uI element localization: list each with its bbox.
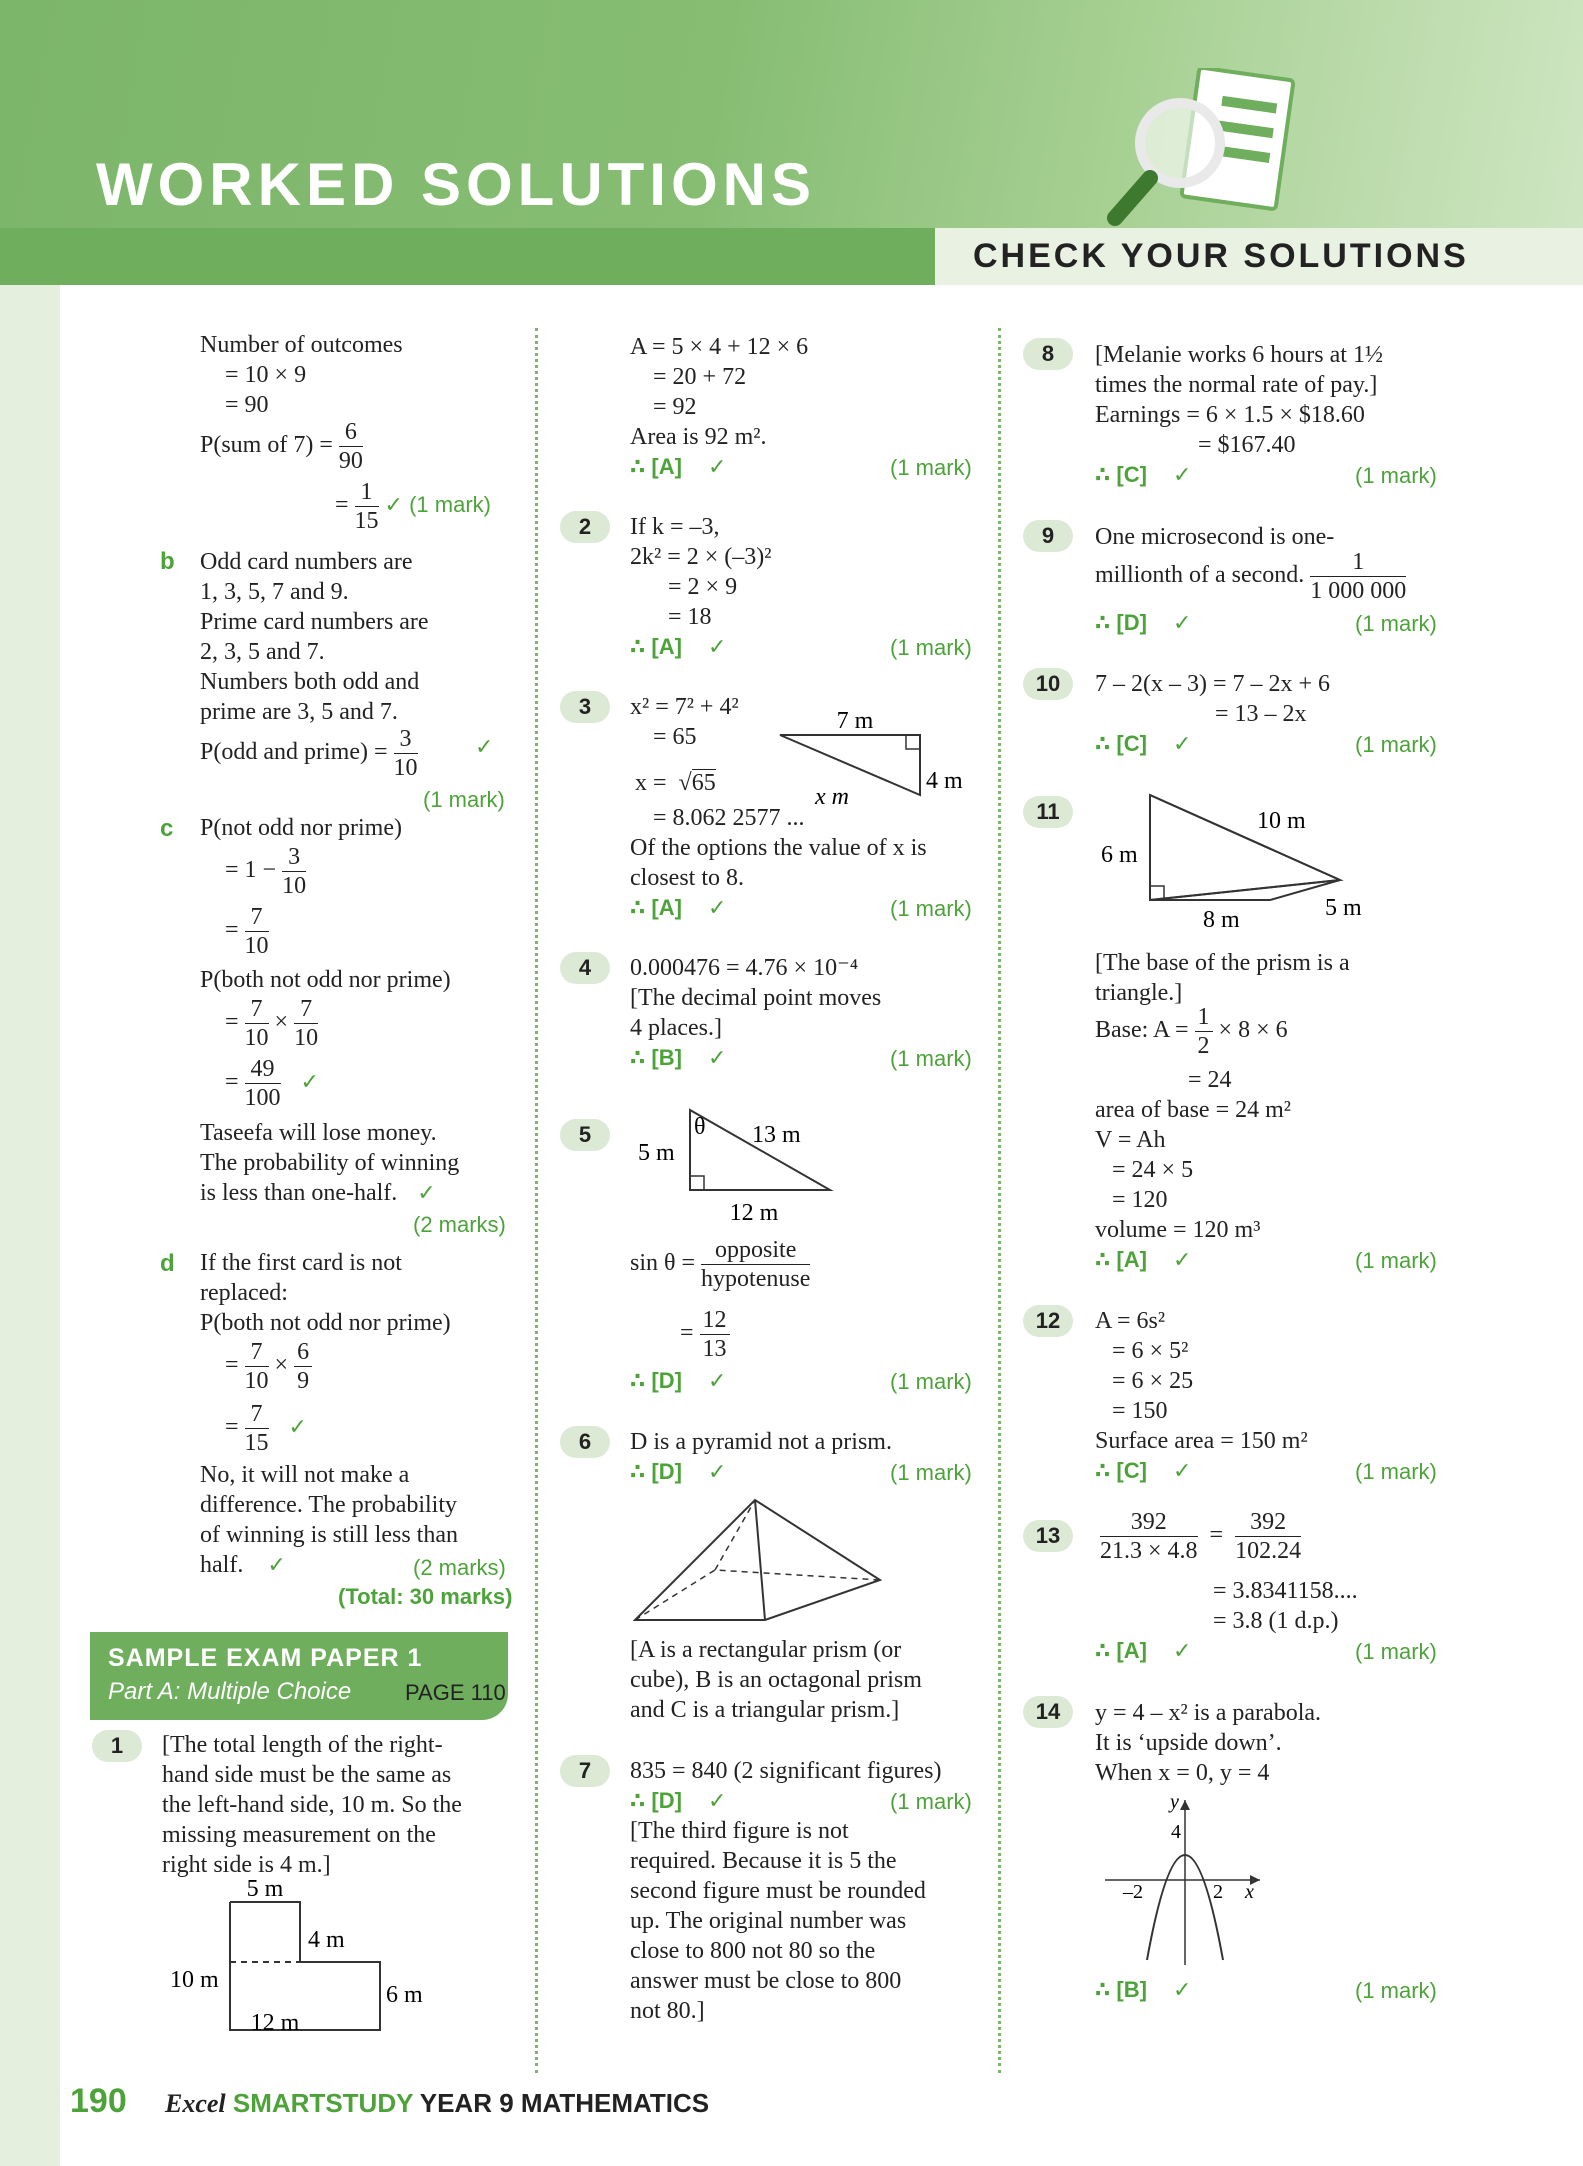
text-line: missing measurement on the [162, 1822, 436, 1848]
question-number: 12 [1023, 1305, 1073, 1337]
denominator: 15 [244, 1430, 269, 1456]
text-line: hand side must be the same as [162, 1762, 452, 1788]
text-line: = 18 [668, 604, 712, 630]
label-inner: 4 m [308, 1927, 345, 1953]
math-line [1095, 548, 1406, 605]
question-number: 11 [1023, 796, 1073, 828]
answer: ∴ [B] [630, 1045, 682, 1070]
text-line: = 120 [1112, 1187, 1168, 1213]
tick-icon: ✓ [1172, 731, 1192, 756]
text: = [225, 1069, 239, 1096]
text: = [335, 492, 349, 519]
mark: (1 mark) [1355, 1459, 1437, 1484]
text-line: Surface area = 150 m² [1095, 1428, 1308, 1454]
text-line: triangle.] [1095, 980, 1183, 1006]
times: × [274, 1352, 289, 1379]
math-line [225, 1400, 307, 1457]
text-line: 2k² = 2 × (–3)² [630, 544, 772, 570]
text: = [225, 917, 239, 944]
text-line: not 80.] [630, 1998, 705, 2024]
fraction [1310, 548, 1406, 605]
denominator: 90 [338, 448, 363, 474]
answer-line [630, 1366, 726, 1396]
answer-line [1095, 1975, 1191, 2005]
exam-page-ref: PAGE 110 [405, 1680, 506, 1705]
numerator: 49 [245, 1055, 281, 1084]
mark: (1 mark) [1355, 732, 1437, 757]
times: × [274, 1009, 289, 1036]
numerator: 7 [245, 1338, 269, 1367]
text-line: required. Because it is 5 the [630, 1848, 897, 1874]
mark: (1 mark) [890, 635, 972, 660]
answer-line [630, 452, 726, 482]
text-line: 0.000476 = 4.76 × 10⁻⁴ [630, 955, 859, 981]
answer-line [1095, 1636, 1191, 1666]
text-line: up. The original number was [630, 1908, 907, 1934]
denominator: 9 [297, 1368, 310, 1394]
answer: ∴ [D] [630, 1459, 682, 1484]
label-top: 7 m [836, 708, 874, 734]
denominator: 13 [702, 1336, 727, 1362]
numerator: 7 [245, 903, 269, 932]
text-line: = 20 + 72 [653, 364, 747, 390]
label-hyp: x m [815, 784, 849, 810]
text-line: A = 6s² [1095, 1308, 1166, 1334]
text: sin θ = [630, 1250, 696, 1277]
numerator: 7 [294, 995, 318, 1024]
fraction [355, 478, 379, 535]
numerator: 392 [1100, 1508, 1198, 1537]
text-line: Prime card numbers are [200, 609, 429, 635]
label-left: 10 m [170, 1967, 219, 1993]
text-line: = $167.40 [1198, 432, 1296, 458]
label-right: 6 m [386, 1982, 423, 2008]
tick-icon: ✓ [267, 1552, 286, 1577]
text: × 8 × 6 [1218, 1017, 1288, 1044]
text-line: [Melanie works 6 hours at 1½ [1095, 342, 1383, 368]
math-line [225, 843, 306, 900]
text-line: and C is a triangular prism.] [630, 1697, 900, 1723]
question-number: 9 [1023, 520, 1073, 552]
numerator: 12 [700, 1306, 730, 1335]
text-line: When x = 0, y = 4 [1095, 1760, 1270, 1786]
q3-triangle-diagram [770, 700, 970, 820]
tick-icon: ✓ [707, 454, 727, 479]
part-label: c [160, 815, 174, 842]
text-line: [The decimal point moves [630, 985, 882, 1011]
text-line: Area is 92 m². [630, 424, 767, 450]
numerator: 3 [394, 725, 418, 754]
label-top: 10 m [1257, 808, 1306, 834]
fraction [245, 903, 269, 960]
fraction [339, 418, 363, 475]
text-line: right side is 4 m.] [162, 1852, 331, 1878]
tick-icon: ✓ [707, 1459, 727, 1484]
text-line: = 6 × 25 [1112, 1368, 1194, 1394]
fraction [245, 1400, 269, 1457]
part-label: b [160, 548, 175, 575]
tick-icon: ✓ [1172, 1247, 1192, 1272]
answer-line [630, 893, 726, 923]
tick-icon: ✓ [1172, 1977, 1192, 2002]
text: = 1 − [225, 857, 277, 884]
tick-icon: ✓ [707, 634, 727, 659]
numerator: 1 [1310, 548, 1406, 577]
book-subject: YEAR 9 MATHEMATICS [419, 2088, 710, 2118]
text-line: 1, 3, 5, 7 and 9. [200, 579, 349, 605]
q11-prism-diagram [1095, 790, 1395, 940]
exam-section-header [90, 1632, 508, 1720]
mark: (1 mark) [1355, 611, 1437, 636]
tick-icon: ✓ [1172, 610, 1192, 635]
text-line: = 92 [653, 394, 697, 420]
label-bottom: 8 m [1203, 907, 1240, 933]
fraction [394, 725, 418, 782]
tick-icon: ✓ [1172, 1458, 1192, 1483]
text-line: [A is a rectangular prism (or [630, 1637, 902, 1663]
answer: ∴ [A] [1095, 1638, 1147, 1663]
fraction [1100, 1508, 1198, 1565]
mark: (1 mark) [890, 1789, 972, 1814]
answer: ∴ [A] [1095, 1247, 1147, 1272]
mark: (2 marks) [413, 1555, 506, 1580]
question-number: 13 [1023, 1520, 1073, 1552]
text-line: answer must be close to 800 [630, 1968, 902, 1994]
denominator: 102.24 [1235, 1538, 1302, 1564]
probability-line [200, 725, 418, 782]
fraction [700, 1306, 730, 1363]
text-line: [The third figure is not [630, 1818, 849, 1844]
answer-line [1095, 1456, 1191, 1486]
text-line: = 13 – 2x [1215, 701, 1307, 727]
answer-line [1095, 729, 1191, 759]
label-hyp: 13 m [752, 1122, 801, 1148]
text-line: A = 5 × 4 + 12 × 6 [630, 334, 809, 360]
answer: ∴ [A] [630, 634, 682, 659]
text-line: volume = 120 m³ [1095, 1217, 1261, 1243]
label-top: 5 m [246, 1880, 284, 1902]
denominator: 15 [354, 508, 379, 534]
fraction [701, 1236, 810, 1293]
fraction [245, 1338, 269, 1395]
math-line [635, 768, 716, 798]
denominator: 21.3 × 4.8 [1100, 1538, 1198, 1564]
text-line: [The total length of the right- [162, 1732, 443, 1758]
q6-pyramid-diagram [625, 1490, 895, 1630]
text-line: P(not odd nor prime) [200, 815, 402, 841]
question-number: 14 [1023, 1696, 1073, 1728]
answer-line [1095, 608, 1191, 638]
text-line: = 10 × 9 [225, 362, 307, 388]
brand-smartstudy: SMARTSTUDY [232, 2088, 413, 2118]
left-margin-strip [0, 285, 60, 2166]
text: millionth of a second. [1095, 562, 1305, 589]
q5-triangle-diagram [630, 1100, 850, 1230]
text-line: = 24 [1188, 1067, 1232, 1093]
page-title: WORKED SOLUTIONS [96, 151, 816, 218]
answer-line [1095, 1245, 1191, 1275]
denominator: hypotenuse [701, 1266, 811, 1292]
probability-line [200, 418, 363, 475]
answer-line [630, 1043, 726, 1073]
check-solutions-banner: CHECK YOUR SOLUTIONS [935, 228, 1583, 285]
label-left: 5 m [638, 1140, 675, 1166]
answer-line [630, 632, 726, 662]
q1-shape-diagram [160, 1880, 440, 2040]
brand-excel: Excel [165, 2089, 226, 2118]
tick-icon: ✓ [1172, 462, 1192, 487]
probability-line [335, 478, 491, 535]
numerator: 6 [339, 418, 363, 447]
label-right: 4 m [926, 768, 963, 794]
text-line: Number of outcomes [200, 332, 403, 358]
text-line: D is a pyramid not a prism. [630, 1429, 892, 1455]
label-left: 6 m [1101, 842, 1138, 868]
answer-line [630, 1457, 726, 1487]
text-line: = 24 × 5 [1112, 1157, 1194, 1183]
denominator: 10 [244, 1368, 269, 1394]
mark: (1 mark) [890, 1046, 972, 1071]
mark: (1 mark) [890, 455, 972, 480]
math-line [225, 903, 269, 960]
mark: ✓ (1 mark) [384, 492, 491, 518]
text-line: closest to 8. [630, 865, 744, 891]
tick-icon: ✓ [475, 734, 494, 759]
text-line: prime are 3, 5 and 7. [200, 699, 398, 725]
question-number: 5 [560, 1119, 610, 1151]
text-line: 4 places.] [630, 1015, 722, 1041]
text-line: [The base of the prism is a [1095, 950, 1350, 976]
axis-y-label: y [1170, 1791, 1179, 1813]
question-number: 6 [560, 1426, 610, 1458]
text-line: second figure must be rounded [630, 1878, 926, 1904]
math-line [225, 1338, 312, 1395]
numerator: 392 [1235, 1508, 1301, 1537]
text: = [225, 1009, 239, 1036]
fraction [245, 1055, 281, 1112]
text-line: x² = 7² + 4² [630, 694, 739, 720]
exam-part: Part A: Multiple Choice [108, 1678, 352, 1705]
question-number: 4 [560, 952, 610, 984]
text: x = [635, 770, 667, 796]
tick-neg2: –2 [1123, 1881, 1143, 1903]
text: Base: A = [1095, 1017, 1189, 1044]
text-line: The probability of winning [200, 1150, 460, 1176]
mark: (1 mark) [423, 787, 505, 812]
text-line: = 2 × 9 [668, 574, 738, 600]
fraction [282, 843, 306, 900]
label-bottom: 12 m [729, 1200, 779, 1226]
tick-2: 2 [1213, 1881, 1223, 1903]
text-line: No, it will not make a [200, 1462, 410, 1488]
text-line: P(both not odd nor prime) [200, 967, 451, 993]
numerator: 6 [294, 1338, 312, 1367]
tick-icon: ✓ [707, 895, 727, 920]
tick-icon: ✓ [417, 1180, 436, 1205]
equals: = [1209, 1522, 1224, 1549]
column-divider [998, 328, 1001, 2073]
text-line: V = Ah [1095, 1127, 1166, 1153]
question-number: 2 [560, 511, 610, 543]
denominator: 2 [1197, 1033, 1210, 1059]
text-line [200, 1550, 286, 1580]
text-line: If k = –3, [630, 514, 720, 540]
label-right: 5 m [1325, 895, 1362, 921]
answer: ∴ [A] [630, 895, 682, 920]
q14-parabola-graph [1095, 1790, 1275, 1970]
fraction [1235, 1508, 1301, 1565]
denominator: 10 [244, 933, 269, 959]
mark: (1 mark) [1355, 1639, 1437, 1664]
text-line: the left-hand side, 10 m. So the [162, 1792, 462, 1818]
tick-icon: ✓ [1172, 1638, 1192, 1663]
tick-4: 4 [1171, 1821, 1181, 1843]
text-line: replaced: [200, 1280, 288, 1306]
text-line: 2, 3, 5 and 7. [200, 639, 325, 665]
radicand: 65 [691, 770, 716, 796]
text-line: = 6 × 5² [1112, 1338, 1189, 1364]
text-line: 7 – 2(x – 3) = 7 – 2x + 6 [1095, 671, 1331, 697]
question-number: 3 [560, 691, 610, 723]
text-line: It is ‘upside down’. [1095, 1730, 1282, 1756]
tick-icon: ✓ [707, 1045, 727, 1070]
denominator: 1 000 000 [1310, 578, 1407, 604]
numerator: 7 [245, 1400, 269, 1429]
text: = [225, 1352, 239, 1379]
tick-icon: ✓ [707, 1788, 727, 1813]
text-line: If the first card is not [200, 1250, 402, 1276]
denominator: 10 [282, 873, 307, 899]
text-line: Of the options the value of x is [630, 835, 927, 861]
denominator: 100 [244, 1085, 281, 1111]
answer: ∴ [D] [630, 1368, 682, 1393]
tick-icon: ✓ [288, 1414, 307, 1440]
magnifier-document-icon [1105, 68, 1305, 238]
denominator: 10 [294, 1025, 319, 1051]
text: P(odd and prime) = [200, 739, 388, 766]
mark: (1 mark) [890, 896, 972, 921]
math-line [225, 1055, 319, 1112]
text: = [680, 1320, 694, 1347]
mark: (1 mark) [1355, 1248, 1437, 1273]
text: is less than one-half. [200, 1180, 398, 1206]
text-line: of winning is still less than [200, 1522, 458, 1548]
text-line: One microsecond is one- [1095, 524, 1335, 550]
math-line [1095, 1003, 1288, 1060]
text-line: = 65 [653, 724, 697, 750]
question-number: 8 [1023, 338, 1073, 370]
text-line: = 90 [225, 392, 269, 418]
tick-icon: ✓ [707, 1368, 727, 1393]
total-marks: (Total: 30 marks) [338, 1584, 513, 1609]
fraction [294, 995, 318, 1052]
fraction [1195, 1003, 1213, 1060]
text-line: Taseefa will lose money. [200, 1120, 437, 1146]
text-line: = 3.8 (1 d.p.) [1213, 1608, 1339, 1634]
denominator: 10 [244, 1025, 269, 1051]
text-line: = 3.8341158.... [1213, 1578, 1358, 1604]
mark: (1 mark) [890, 1460, 972, 1485]
text-line: Numbers both odd and [200, 669, 420, 695]
text-line: 835 = 840 (2 significant figures) [630, 1758, 942, 1784]
text-line: area of base = 24 m² [1095, 1097, 1291, 1123]
label-bottom: 12 m [250, 2010, 300, 2036]
answer: ∴ [C] [1095, 1458, 1147, 1483]
fraction [245, 995, 269, 1052]
math-line [680, 1306, 730, 1363]
answer: ∴ [C] [1095, 731, 1147, 756]
denominator: 10 [393, 755, 418, 781]
text-line [200, 1178, 436, 1208]
numerator: 7 [245, 995, 269, 1024]
text: half. [200, 1552, 244, 1578]
numerator: 1 [355, 478, 379, 507]
page-number: 190 [70, 2082, 127, 2120]
answer: ∴ [C] [1095, 462, 1147, 487]
text-line: Earnings = 6 × 1.5 × $18.60 [1095, 402, 1365, 428]
part-label: d [160, 1250, 175, 1277]
answer: ∴ [D] [1095, 610, 1147, 635]
column-divider [535, 328, 538, 2073]
text-line: P(both not odd nor prime) [200, 1310, 451, 1336]
text-line: y = 4 – x² is a parabola. [1095, 1700, 1322, 1726]
answer-line [1095, 460, 1191, 490]
text-line: close to 800 not 80 so the [630, 1938, 876, 1964]
exam-title: SAMPLE EXAM PAPER 1 [108, 1644, 423, 1672]
text: = [225, 1414, 239, 1441]
axis-x-label: x [1245, 1881, 1254, 1903]
numerator: 3 [282, 843, 306, 872]
text-line: = 150 [1112, 1398, 1168, 1424]
mark: (2 marks) [413, 1212, 506, 1237]
text: P(sum of 7) = [200, 432, 333, 459]
text-line: difference. The probability [200, 1492, 458, 1518]
answer: ∴ [B] [1095, 1977, 1147, 2002]
mark: (1 mark) [1355, 463, 1437, 488]
math-line [630, 1236, 810, 1293]
question-number: 10 [1023, 668, 1073, 700]
question-number: 7 [560, 1755, 610, 1787]
answer: ∴ [D] [630, 1788, 682, 1813]
text-line: Odd card numbers are [200, 549, 413, 575]
label-theta: θ [694, 1114, 706, 1140]
math-line [1100, 1508, 1301, 1565]
answer-line [630, 1786, 726, 1816]
text-line: = 8.062 2577 ... [653, 805, 805, 831]
sqrt-symbol: √ [678, 770, 692, 796]
answer: ∴ [A] [630, 454, 682, 479]
math-line [225, 995, 318, 1052]
fraction [294, 1338, 312, 1395]
numerator: 1 [1195, 1003, 1213, 1032]
book-title [165, 2088, 709, 2119]
mark: (1 mark) [890, 1369, 972, 1394]
mark: (1 mark) [1355, 1978, 1437, 2003]
question-number: 1 [92, 1730, 142, 1762]
text-line: cube), B is an octagonal prism [630, 1667, 922, 1693]
numerator: opposite [701, 1236, 810, 1265]
tick-icon: ✓ [300, 1069, 319, 1095]
text-line: times the normal rate of pay.] [1095, 372, 1378, 398]
